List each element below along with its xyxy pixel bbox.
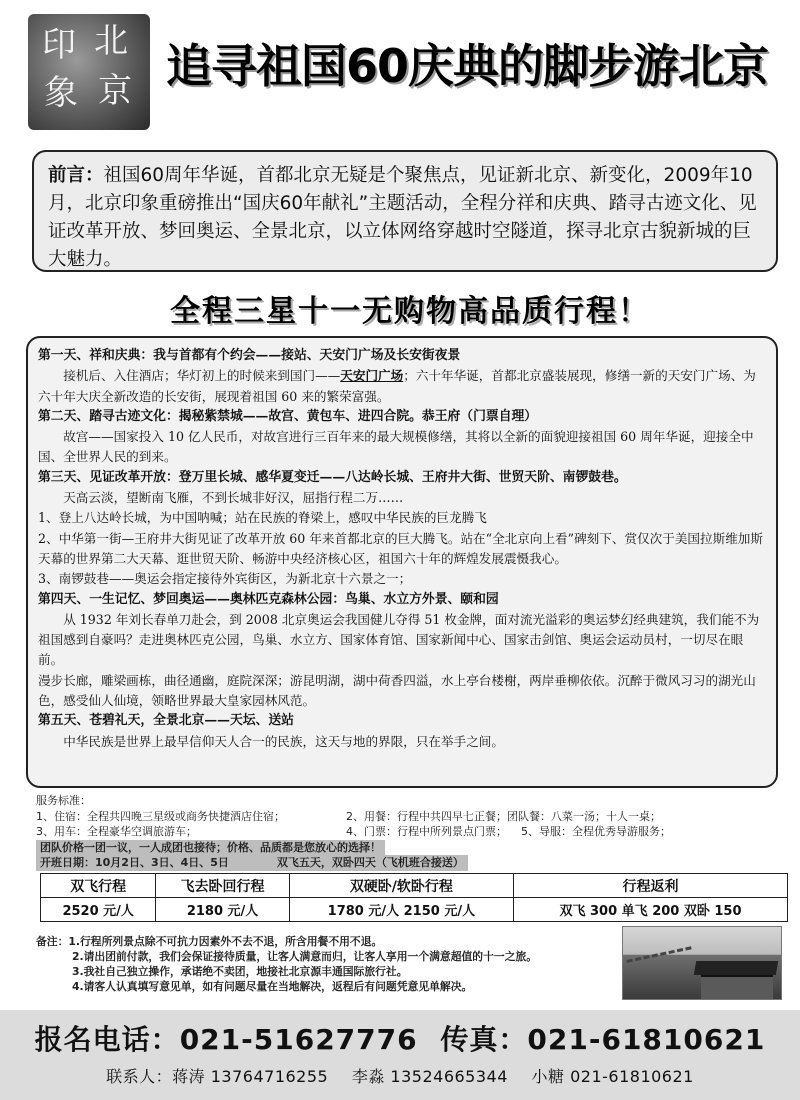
service-item: 5、导服：全程优秀导游服务； (521, 825, 671, 838)
slogan-banner: 全程三星十一无购物高品质行程！ (170, 294, 650, 329)
logo-char: 京 (98, 71, 132, 111)
logo-char: 象 (44, 73, 78, 113)
phone-number[interactable]: 021-51627776 (179, 1023, 418, 1056)
table-header: 行程返利 (514, 874, 788, 898)
great-wall-tiananmen-photo (622, 926, 782, 1000)
service-standards (36, 793, 776, 869)
table-header: 双飞行程 (41, 874, 156, 898)
page-title: 追寻祖国60庆典的脚步游北京 (166, 39, 769, 93)
service-item: 4、门票：行程中所列景点门票； (346, 825, 507, 838)
table-cell: 1780 元/人 2150 元/人 (289, 898, 513, 922)
gate-roof-graphic (694, 961, 778, 975)
day-title: 第五天、苍碧礼天，全景北京——天坛、送站 (38, 713, 294, 729)
logo-char: 北 (94, 21, 128, 61)
table-header-row (41, 874, 788, 898)
contact-person[interactable]: 蒋涛 13764716255 (172, 1067, 329, 1086)
table-row (41, 898, 788, 922)
service-item: 2、用餐：行程中共四早七正餐；团队餐：八菜一汤；十人一桌； (346, 809, 661, 823)
gate-wall-graphic (701, 975, 773, 1000)
phone-fax-line (0, 1018, 800, 1058)
day-text: 漫步长廊，雕梁画栋，曲径通幽，庭院深深；游昆明湖，湖中荷香四溢，水上亭台楼榭，两岸垂柳依依。沉醉于微风习习的湖光山色，感受仙人仙境，领略世界最大皇家园林风范。 (38, 672, 756, 709)
great-wall-graphic (626, 946, 693, 971)
highlight-tiananmen: 天安门广场 (340, 368, 404, 384)
remark-line: 2.请出团前付款，我们会保证接待质量，让客人满意而归，让客人享用一个满意超值的十一之旅。 (72, 950, 538, 963)
price-table (40, 873, 788, 922)
day-text: 从 1932 年刘长春单刀赴会，到 2008 北京奥运会我国健儿夺得 51 枚金牌，面对流光溢彩的奥运梦幻经典建筑，我们能不为祖国感到自豪吗？走进奥林匹克公园，鸟巢、水立方、国家体育馆、国家新闻中心、国家击剑馆、奥运会运动员村，一切尽在眼前。 (38, 611, 760, 668)
day-item: 3、南锣鼓巷——奥运会指定接待外宾街区，为新北京十六景之一； (38, 571, 412, 587)
day-title: 第四天、一生记忆、梦回奥运——奥林匹克森林公园：鸟巢、水立方外景、颐和园 (38, 591, 499, 607)
day-text: 天高云淡，望断南飞雁，不到长城非好汉，屈指行程二万…… (63, 490, 404, 506)
price-notice: 团队价格一团一议，一人成团也接待；价格、品质都是您放心的选择！ (36, 840, 385, 856)
contacts-label: 联系人： (106, 1067, 173, 1086)
phone-label: 报名电话： (34, 1023, 180, 1056)
table-header: 飞去卧回行程 (156, 874, 289, 898)
brand-logo-seal (28, 14, 150, 130)
remarks (36, 934, 616, 996)
service-item: 1、住宿：全程共四晚三星级或商务快捷酒店住宿； (36, 809, 285, 823)
remark-line: 备注：1.行程所列景点除不可抗力因素外不去不退，所含用餐不用不退。 (36, 935, 383, 948)
day-text: 故宫——国家投入 10 亿人民币，对故宫进行三百年来的最大规模修缮，其将以全新的面貌迎接祖国 60 周年华诞，迎接全中国、全世界人民的到来。 (38, 429, 754, 465)
day-text: 接机后、入住酒店；华灯初上的时候来到国门——天安门广场；六十年华诞，首都北京盛装展现，修缮一新的天安门广场、为六十年大庆全新改造的长安街，展现着祖国 60 来的繁荣富强。 (38, 368, 756, 404)
day-title: 第三天、见证改革开放：登万里长城、感华夏变迁——八达岭长城、王府井大街、世贸天阶、南锣鼓巷。 (38, 469, 627, 485)
day-item: 2、中华第一街—王府井大街见证了改革开放 60 年来首都北京的巨大腾飞。站在“全北京向上看”碑刻下、赏仅次于美国拉斯维加斯天幕的世界第二大天幕、逛世贸天阶、畅游中央经济核心区，祖国六十年的辉煌发展震慑我心。 (38, 530, 763, 566)
departure-dates: 开班日期：10月2日、3日、4日、5日 双飞五天，双卧四天（飞机班合接送） (36, 855, 468, 871)
intro-box (32, 150, 778, 272)
logo-char: 印 (42, 25, 76, 65)
day-title: 第二天、踏寻古迹文化：揭秘紫禁城——故宫、黄包车、进四合院。恭王府（门票自理） (38, 408, 538, 424)
intro-label: 前言： (48, 165, 104, 186)
contact-person[interactable]: 李淼 13524665344 (351, 1067, 508, 1086)
service-item: 3、用车：全程豪华空调旅游车； (36, 825, 197, 838)
fax-label: 传真： (440, 1023, 528, 1056)
remark-line: 4.请客人认真填写意见单，如有问题尽量在当地解决，返程后有问题凭意见单解决。 (72, 980, 473, 993)
day-item: 1、登上八达岭长城，为中国呐喊；站在民族的脊梁上，感叹中华民族的巨龙腾飞 (38, 510, 487, 526)
contact-footer (0, 1010, 800, 1100)
table-cell: 2180 元/人 (156, 898, 289, 922)
table-header: 双硬卧/软卧行程 (289, 874, 513, 898)
day-title: 第一天、祥和庆典：我与首都有个约会——接站、天安门广场及长安街夜景 (38, 348, 461, 363)
remark-line: 3.我社自己独立操作，承诺绝不卖团，地接社北京源丰通国际旅行社。 (72, 965, 408, 978)
table-cell: 双飞 300 单飞 200 双卧 150 (514, 898, 788, 922)
table-cell: 2520 元/人 (41, 898, 156, 922)
remarks-label: 备注： (36, 935, 69, 948)
itinerary-box (26, 336, 778, 788)
fax-number: 021-61810621 (527, 1023, 766, 1056)
intro-text: 祖国60周年华诞，首都北京无疑是个聚焦点，见证新北京、新变化，2009年10月，北京印象重磅推出“国庆60年献礼”主题活动，全程分祥和庆典、踏寻古迹文化、见证改革开放、梦回奥运、全景北京，以立体网络穿越时空隧道，探寻北京古貌新城的巨大魅力。 (48, 165, 757, 270)
contacts-line (0, 1064, 800, 1087)
day-text: 中华民族是世界上最早信仰天人合一的民族，这天与地的界限，只在举手之间。 (63, 733, 504, 749)
contact-person[interactable]: 小糖 021-61810621 (531, 1067, 694, 1086)
services-heading: 服务标准： (36, 794, 91, 807)
